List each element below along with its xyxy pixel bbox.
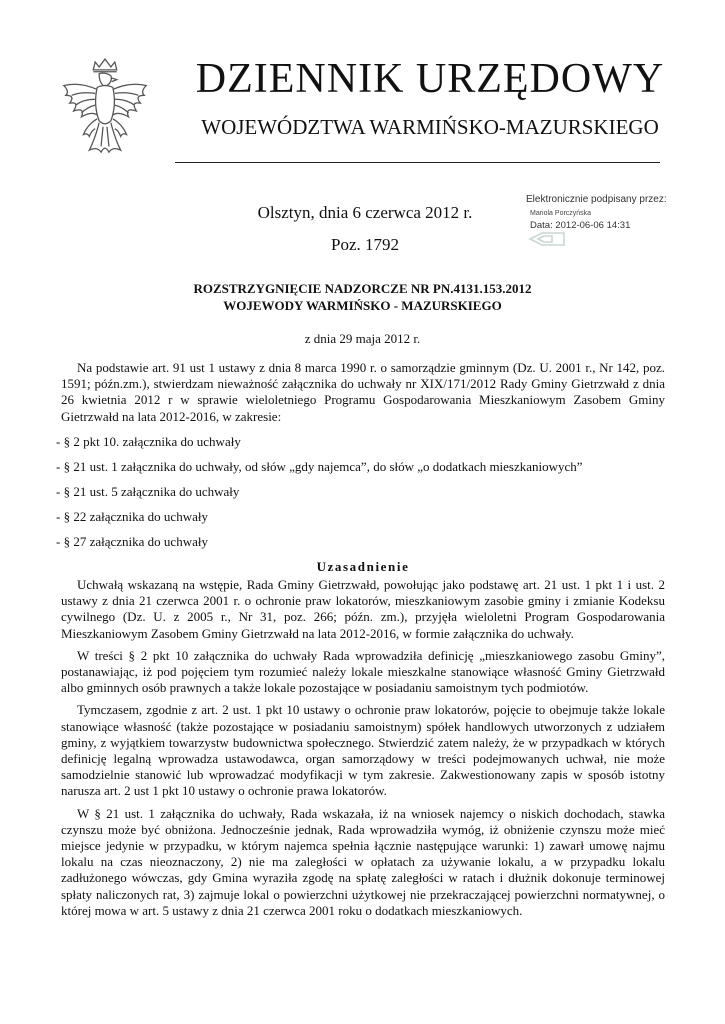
publication-place-date: Olsztyn, dnia 6 czerwca 2012 r. xyxy=(257,203,473,222)
journal-subtitle: WOJEWÓDZTWA WARMIŃSKO-MAZURSKIEGO xyxy=(201,115,659,139)
signature-label: Elektronicznie podpisany przez: xyxy=(526,194,667,205)
list-item: - § 27 załącznika do uchwały xyxy=(56,533,208,549)
electronic-signature-block xyxy=(526,194,706,250)
justification-paragraph: W § 21 ust. 1 załącznika do uchwały, Rada wskazała, iż na wniosek najemcy o niskich dochodach, stawka czynszu może być obniżona. Jednocześnie jednak, Rada wprowadziła wymóg, iż obniżenie czynszu może mieć miejsce jedynie w przypadku, w którym najemca spełnia łącznie następujące warunki: 1) zawarł umowę najmu lokalu na czas nieoznaczony, 2) nie ma zaległości w opłatach za używanie lokalu, a w przypadku lokalu zadłużonego wówczas, gdy Gmina wyraziła zgodę na spłatę zaległości w ratach i dłużnik dokonuje terminowej spłaty naliczonych rat, 3) zajmuje lokal o powierzchni użytkowej nie przekraczającej powierzchni normatywnej, o której mowa w art. 5 ustawy z dnia 21 czerwca 2001 roku o dodatkach mieszkaniowych. xyxy=(61,805,665,918)
position-number: Poz. 1792 xyxy=(331,235,399,254)
justification-paragraph: Tymczasem, zgodnie z art. 2 ust. 1 pkt 10 ustawy o ochronie praw lokatorów, pojęcie to obejmuje także lokale stanowiące własność (także pozostające w posiadaniu samoistnym) spółek handlowych utworzonych z udziałem gminy, z wyjątkiem towarzystw budownictwa społecznego. Stwierdzić zatem należy, że w przypadkach w których definicję legalną wprowadza ustawodawca, organ samorządowy w treści podejmowanych uchwał, nie może samodzielnie stanowić lub wprowadzać modyfikacji w tym zakresie. Zakwestionowany zapis w sposób istotny narusza art. 2 ust 1 pkt 10 ustawy o ochronie prawa lokatorów. xyxy=(61,702,665,799)
document-date: z dnia 29 maja 2012 r. xyxy=(304,331,421,346)
journal-title: DZIENNIK URZĘDOWY xyxy=(195,56,665,102)
document-heading-line1: ROZSTRZYGNIĘCIE NADZORCZE NR PN.4131.153.2012 xyxy=(193,281,532,296)
intro-paragraph: Na podstawie art. 91 ust 1 ustawy z dnia 8 marca 1990 r. o samorządzie gminnym (Dz. U. 2001 r., Nr 142, poz. 1591; późn.zm.), stwierdzam nieważność załącznika do uchwały nr XIX/171/2012 Rady Gminy Gietrzwałd z dnia 26 kwietnia 2012 r w sprawie wieloletniego Programu Gospodarowania Mieszkaniowym Zasobem Gminy Gietrzwałd na lata 2012-2016, w zakresie: xyxy=(61,360,665,424)
eagle-emblem-icon xyxy=(56,56,154,166)
list-item: - § 22 załącznika do uchwały xyxy=(56,508,208,524)
signature-date: Data: 2012-06-06 14:31 xyxy=(530,220,631,231)
document-heading-line2: WOJEWODY WARMIŃSKO - MAZURSKIEGO xyxy=(223,298,502,313)
scope-list xyxy=(56,433,665,550)
justification-paragraph: W treści § 2 pkt 10 załącznika do uchwały Rada wprowadziła definicję „mieszkaniowego zasobu Gminy”, postanawiając, iż pod pojęciem tym rozumieć należy lokale mieszkalne stanowiące własność Gminy Gietrzwałd albo gminnych osób prawnych a także lokale pozostające w posiadaniu samoistnym tych podmiotów. xyxy=(61,647,665,696)
document-heading xyxy=(40,280,685,314)
signature-signer: Mariola Porczyńska xyxy=(530,210,592,217)
list-item: - § 21 ust. 5 załącznika do uchwały xyxy=(56,483,240,499)
header-divider xyxy=(175,162,660,163)
list-item: - § 2 pkt 10. załącznika do uchwały xyxy=(56,433,241,449)
justification-title: Uzasadnienie xyxy=(316,558,410,574)
justification-paragraph: Uchwałą wskazaną na wstępie, Rada Gminy Gietrzwałd, powołując jako podstawę art. 21 ust. 1 pkt 1 i ust. 2 ustawy z dnia 21 czerwca 2001 r. o ochronie praw lokatorów, mieszkaniowym zasobie gminy i zmianie Kodeksu cywilnego (Dz. U. z 2005 r., Nr 31, poz. 266; późn. zm.), przyjęła wieloletni Program Gospodarowania Mieszkaniowym Zasobem Gminy Gietrzwałd na lata 2012-2016, w formie załącznika do uchwały. xyxy=(61,577,665,641)
document-body xyxy=(56,360,665,919)
list-item: - § 21 ust. 1 załącznika do uchwały, od słów „gdy najemca”, do słów „o dodatkach mieszkaniowych” xyxy=(56,458,583,474)
signature-watermark-icon xyxy=(528,231,566,247)
